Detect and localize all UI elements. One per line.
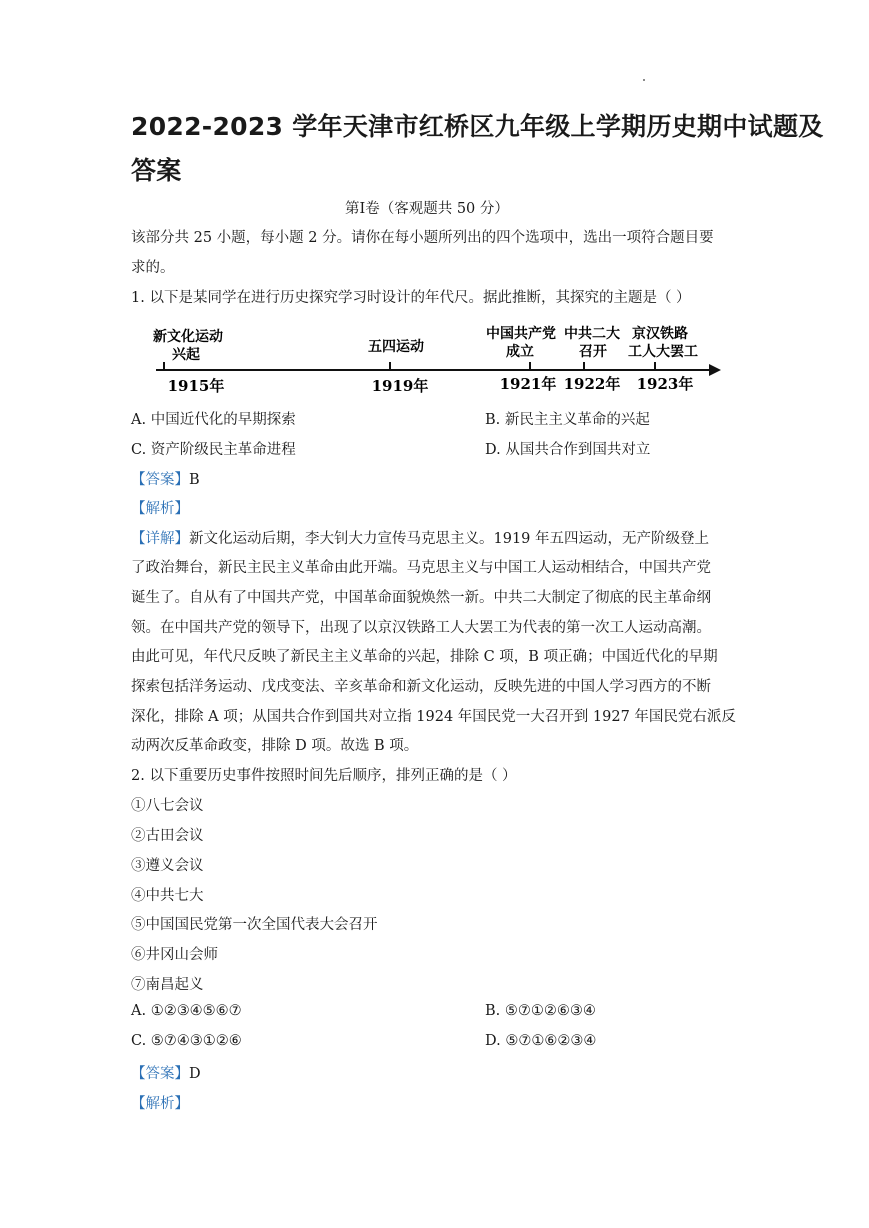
q1-detail-line-2: 了政治舞台，新民主民主义革命由此开端。马克思主义与中国工人运动相结合，中国共产党 (131, 560, 711, 576)
q2-answer-line (131, 1062, 201, 1083)
q1-detail-text-1: 新文化运动后期，李大钊大力宣传马克思主义。1919 年五四运动，无产阶级登上 (189, 531, 710, 547)
q1-detail-line-7: 深化，排除 A 项；从国共合作到国共对立指 1924 年国民党一大召开到 1927 年国民党右派反 (131, 709, 736, 725)
q1-detail-line-3: 诞生了。自从有了中国共产党，中国革命面貌焕然一新。中共二大制定了彻底的民主革命纲 (131, 590, 711, 606)
q2-analysis-tag: 【解析】 (131, 1096, 189, 1112)
page-title-line2: 答案 (131, 156, 182, 185)
section-header: 第Ⅰ卷（客观题共 50 分） (345, 201, 509, 217)
question-2-stem: 2. 以下重要历史事件按照时间先后顺序，排列正确的是（ ） (131, 768, 517, 784)
event-label-3-line2: 成立 (506, 344, 534, 360)
q2-item-7: ⑦南昌起义 (131, 977, 204, 993)
q1-detail-line-5: 由此可见，年代尺反映了新民主主义革命的兴起，排除 C 项，B 项正确；中国近代化的早期 (131, 649, 718, 665)
q2-item-5: ⑤中国国民党第一次全国代表大会召开 (131, 917, 378, 933)
q2-item-6: ⑥井冈山会师 (131, 947, 218, 963)
q2-item-1: ①八七会议 (131, 798, 204, 814)
event-label-1-line1: 新文化运动 (153, 329, 223, 345)
timeline-figure (138, 318, 728, 400)
q1-option-d: D. 从国共合作到国共对立 (485, 442, 651, 458)
instructions-line1: 该部分共 25 小题，每小题 2 分。请你在每小题所列出的四个选项中，选出一项符合题目要 (131, 230, 714, 246)
q1-detail-tag: 【详解】 (131, 531, 189, 547)
event-label-5-line2: 工人大罢工 (628, 344, 698, 360)
q2-item-4: ④中共七大 (131, 888, 204, 904)
instructions-line2: 求的。 (131, 260, 175, 276)
question-1-stem: 1. 以下是某同学在进行历史探究学习时设计的年代尺。据此推断，其探究的主题是（ ） (131, 290, 691, 306)
q1-answer-value: B (189, 472, 200, 488)
timeline-arrow (709, 364, 721, 376)
event-label-1-line2: 兴起 (172, 347, 200, 363)
year-label-1922: 1922年 (563, 375, 621, 393)
scan-speck (643, 79, 645, 81)
q2-option-d: D. ⑤⑦①⑥②③④ (485, 1033, 597, 1049)
q1-detail-line-8: 动两次反革命政变，排除 D 项。故选 B 项。 (131, 738, 419, 754)
year-label-1915: 1915年 (167, 377, 225, 395)
event-label-3-line1: 中国共产党 (486, 326, 556, 342)
q1-detail-line-6: 探索包括洋务运动、戊戌变法、辛亥革命和新文化运动，反映先进的中国人学习西方的不断 (131, 679, 711, 695)
q2-option-a: A. ①②③④⑤⑥⑦ (131, 1003, 242, 1019)
q2-answer-value: D (189, 1066, 201, 1082)
q1-answer-tag: 【答案】 (131, 472, 189, 488)
q1-answer-line (131, 468, 200, 489)
q2-option-b: B. ⑤⑦①②⑥③④ (485, 1003, 596, 1019)
q1-detail-line-4: 领。在中国共产党的领导下，出现了以京汉铁路工人大罢工为代表的第一次工人运动高潮。 (131, 620, 711, 636)
q1-option-b: B. 新民主主义革命的兴起 (485, 412, 650, 428)
q2-item-3: ③遵义会议 (131, 858, 204, 874)
q1-option-a: A. 中国近代化的早期探索 (131, 412, 296, 428)
q1-detail-line-1 (131, 527, 709, 548)
year-label-1919: 1919年 (371, 377, 429, 395)
event-label-4-line1: 中共二大 (564, 326, 620, 342)
event-label-4-line2: 召开 (579, 344, 607, 360)
year-label-1921: 1921年 (499, 375, 557, 393)
year-label-1923: 1923年 (636, 375, 694, 393)
page-title-line1: 2022-2023 学年天津市红桥区九年级上学期历史期中试题及 (131, 112, 824, 141)
event-label-2-line1: 五四运动 (368, 339, 424, 355)
q2-answer-tag: 【答案】 (131, 1066, 189, 1082)
q1-analysis-tag: 【解析】 (131, 501, 189, 517)
q2-option-c: C. ⑤⑦④③①②⑥ (131, 1033, 242, 1049)
event-label-5-line1: 京汉铁路 (632, 326, 688, 342)
q1-option-c: C. 资产阶级民主革命进程 (131, 442, 296, 458)
q2-item-2: ②古田会议 (131, 828, 204, 844)
